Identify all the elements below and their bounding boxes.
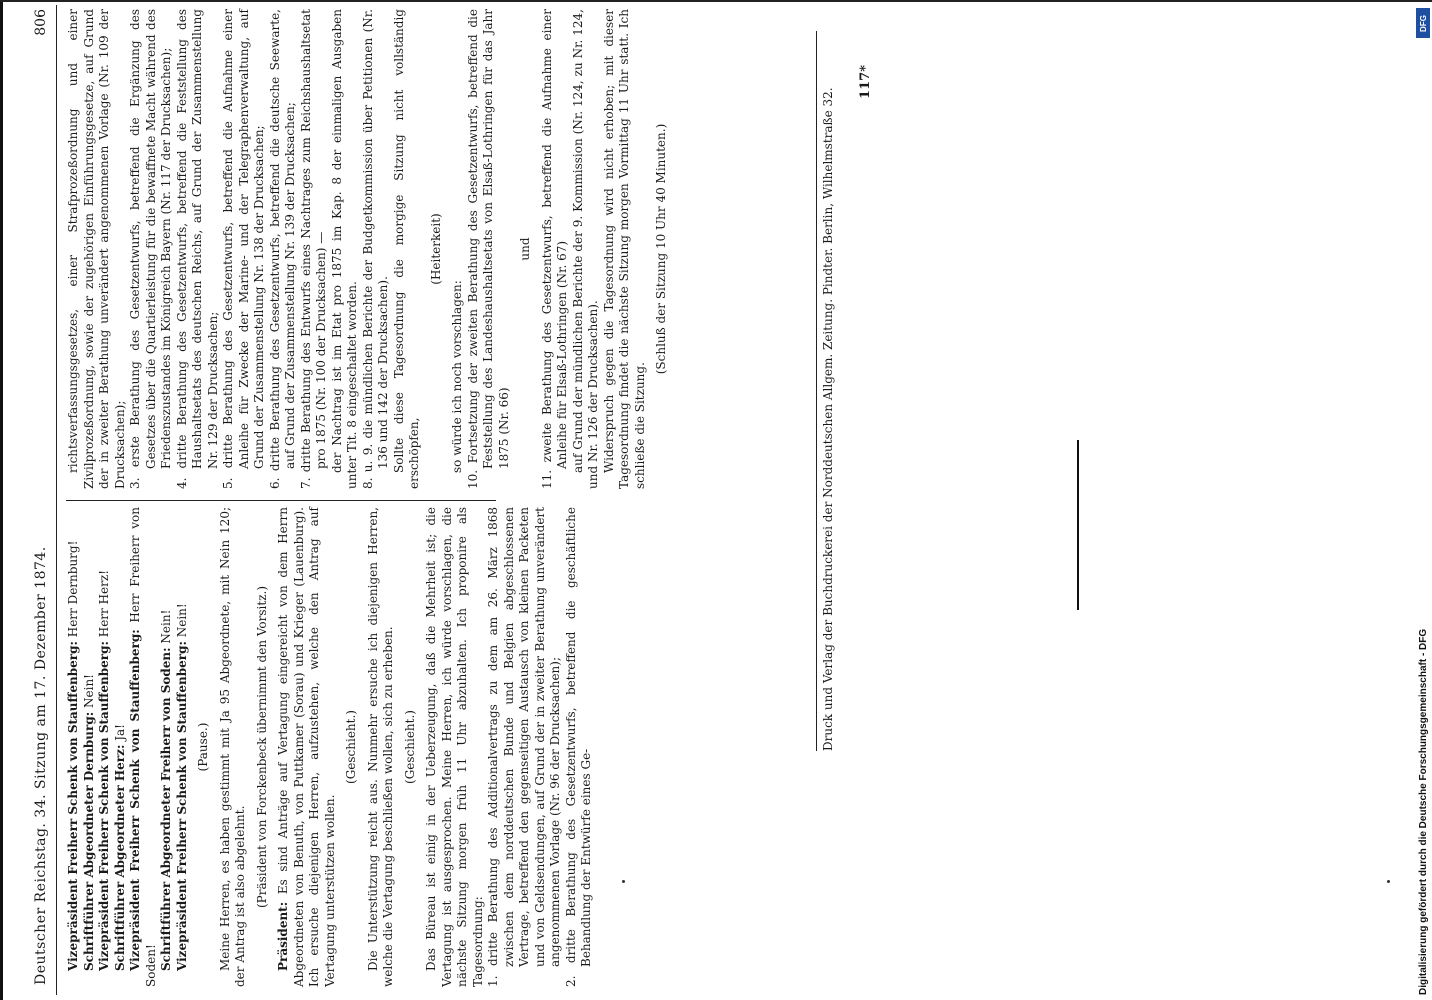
speaker-name: Schriftführer Abgeordneter Herz: [112,744,127,971]
agenda-item-number: 5. [221,477,235,489]
scan-speck [622,880,625,883]
printer-note-block [816,5,837,995]
paragraph-text: Die Unterstützung reicht aus. Nunmehr ersuche ich diejenigen Herren, welche die Vertagung beschließen wollen, sich zu erheben. [365,507,395,987]
signature-mark: 117* [858,65,873,99]
stage-direction: (Heiterkeit) [428,213,443,285]
agenda-item-number: 3. [128,477,142,489]
right-column [66,9,676,489]
speech-paragraph [113,507,129,987]
agenda-item-number: 6. [267,477,282,489]
speaker-name: Schriftführer Abgeordneter Freiherr von Soden: [159,647,173,971]
paragraph-text: Nein! [81,673,96,708]
paragraph-text: Herr Dernburg! [66,540,80,638]
agenda-item-text: dritte Berathung des Additionalvertrags zu dem am 26. März 1868 zwischen dem norddeutschen Bunde und Belgien abgeschlossenen Vertrage, betreffend den gegenseitigen Austausch von kleinen Packeten und von Geldsendungen, auf Grund der in zweiter Berathung unverändert angenommenen Vorlage (Nr. 96 der Drucksachen); [486,507,562,967]
agenda-item [361,9,392,489]
printer-note: Druck und Verlag der Buchdruckerei der Norddeutschen Allgem. Zeitung. Pindter. Berlin, Wilhelmstraße 32. [816,31,836,751]
paragraph-text: Nein! [159,609,173,644]
agenda-item-text: dritte Berathung des Gesetzentwurfs, betreffend die geschäftliche Behandlung der Entwürfe eines Ge- [563,507,593,967]
stage-direction: (Schluß der Sitzung 10 Uhr 40 Minuten.) [654,123,668,375]
agenda-item-number: 7. [298,477,313,489]
speech-paragraph [276,507,338,987]
scan-top-edge [0,0,1432,2]
speech-paragraph [82,507,98,987]
agenda-item-number: 8. u. 9. [360,443,375,489]
agenda-item [299,9,330,489]
stage-direction: (Pause.) [196,722,210,772]
paragraph-text: Herr Freiherr von Soden! [128,507,158,987]
text-paragraph [602,9,649,489]
rotated-page [26,5,1026,995]
column-divider [66,500,496,501]
agenda-item-text: dritte Berathung des Gesetzentwurfs, betreffend die Aufnahme einer Anleihe für Zwecke der Marine- und der Telegraphenverwaltung, auf Grund der Zusammenstellung Nr. 138 der Drucksachen; [221,9,266,469]
paragraph-text: Sollte diese Tagesordnung die morgige Sitzung nicht vollständig erschöpfen, [391,9,421,489]
agenda-item-text: die mündlichen Berichte der Budgetkommission über Petitionen (Nr. 136 und 142 der Drucksachen). [360,9,390,469]
speaker-name: Vizepräsident Freiherr Schenk von Stauffenberg: [128,629,142,971]
speech-paragraph [159,507,175,987]
stage-direction: und [518,237,532,261]
paragraph-text: Es sind Anträge auf Vertagung eingereicht von dem Herrn Abgeordneten von Benuth, von Puttkamer (Sorau) und Krieger (Lauenburg). Ich ersuche diejenigen Herren, aufzustehen, welche den Antrag auf Vertagung unterstützen wollen. [276,507,337,987]
agenda-item-text: dritte Berathung des Gesetzentwurfs, betreffend die Feststellung des Haushaltsetats des deutschen Reichs, auf Grund der Zusammenstellung Nr. 129 der Drucksachen; [174,9,220,469]
paragraph-text: Ja! [112,724,127,741]
scan-edge-shadow [0,0,3,1000]
stage-direction: (Präsident von Forckenbeck übernimmt den Vorsitz.) [254,585,269,909]
scan-speck [1387,880,1390,883]
text-paragraph [366,507,397,987]
left-column [66,507,595,987]
agenda-item-number: 1. [486,975,500,987]
agenda-item-number: 11. [539,469,554,489]
text-paragraph [330,9,361,489]
text-paragraph [392,9,423,489]
agenda-item-number: 4. [174,477,189,489]
agenda-item-text: Fortsetzung der zweiten Berathung des Gesetzentwurfs, betreffend die Feststellung des Landeshaushaltsetats von Elsaß-Lothringen für das Jahr 1875 (Nr. 66) [465,9,511,469]
agenda-item [268,9,299,489]
paragraph-text: Das Büreau ist einig in der Ueberzeugung, daß die Mehrheit ist; die Vertagung ist ausgesprochen. Meine Herren, ich würde vorschlagen, die nächste Sitzung morgen früh 11 Uhr abzuhalten. Ich proponire als Tagesordnung: [424,507,485,987]
paragraph-text: der Nachtrag ist im Etat pro 1875 im Kap. 8 der einmaligen Ausgaben unter Tit. 8 eingeschaltet worden. [329,9,359,489]
speech-paragraph [128,507,159,987]
text-paragraph [571,9,602,489]
agenda-item [221,9,268,489]
stage-direction: (Geschieht.) [402,710,417,784]
paragraph-text: so würde ich noch vorschlagen: [450,280,464,473]
agenda-item-number: 2. [563,975,578,987]
agenda-item [564,507,595,987]
agenda-item [175,9,222,489]
agenda-item-number: 10. [465,469,480,489]
agenda-item [486,507,564,987]
speaker-name: Präsident: [276,901,290,971]
speech-paragraph [97,507,113,987]
speaker-name: Schriftführer Abgeordneter Dernburg: [81,711,96,971]
agenda-item-text: zweite Berathung des Gesetzentwurfs, betreffend die Aufnahme einer Anleihe für Elsaß-Lothringen (Nr. 67) [539,9,569,469]
dfg-credit-text: Digitalisierung gefördert durch die Deutsche Forschungsgemeinschaft - DFG [1418,628,1429,995]
running-title: Deutscher Reichstag. 34. Sitzung am 17. Dezember 1874. [33,546,49,985]
agenda-item [540,9,571,489]
stage-direction: (Geschieht.) [344,710,358,784]
agenda-item-text: erste Berathung des Gesetzentwurfs, betreffend die Ergänzung des Gesetzes über die Quartierleistung für die bewaffnete Macht während des Friedenszustandes im Königreich Bayern (Nr. 117 der Drucksachen); [128,9,173,469]
paragraph-text: richtsverfassungsgesetzes, einer Strafprozeßordnung und einer Zivilprozeßordnung, sowie der zugehörigen Einführungsgesetze, auf Grund der in zweiter Berathung unverändert angenommenen Vorlage (Nr. 109 der Drucksachen); [66,9,127,489]
text-paragraph [424,507,486,987]
agenda-item-text: dritte Berathung des Gesetzentwurfs, betreffend die deutsche Seewarte, auf Grund der Zusammenstellung Nr. 139 der Drucksachen; [267,9,297,472]
paragraph-text: Nein! [174,603,189,638]
text-paragraph [66,9,128,489]
speaker-name: Vizepräsident Freiherr Schenk von Stauffenberg: [97,641,111,971]
speaker-name: Vizepräsident Freiherr Schenk von Stauffenberg: [174,641,189,971]
paragraph-text: Meine Herren, es haben gestimmt mit Ja 95 Abgeordnete, mit Nein 120; der Antrag ist also abgelehnt. [217,507,247,987]
text-paragraph [218,507,249,987]
text-paragraph [450,9,466,489]
dfg-logo: DFG [1416,8,1430,38]
paragraph-text: auf Grund der mündlichen Berichte der 9. Kommission (Nr. 124, zu Nr. 124, und Nr. 126 der Drucksachen). [570,9,600,489]
speech-paragraph [66,507,82,987]
paragraph-text: Widerspruch gegen die Tagesordnung wird nicht erhoben; mit dieser Tagesordnung findet die nächste Sitzung morgen Vormittag 11 Uhr statt. Ich schließe die Sitzung. [601,9,647,489]
agenda-item [128,9,175,489]
speech-paragraph [175,507,191,987]
vertical-scan-rule [1077,440,1079,610]
agenda-item [466,9,513,489]
running-head [34,5,57,995]
page-number: 806 [33,9,49,36]
paragraph-text: Herr Herz! [97,569,111,638]
speaker-name: Vizepräsident Freiherr Schenk von Stauffenberg: [66,641,80,971]
agenda-item-text: dritte Berathung des Entwurfs eines Nachtrages zum Reichshaushaltsetat pro 1875 (Nr. 100 der Drucksachen) — [298,9,328,473]
